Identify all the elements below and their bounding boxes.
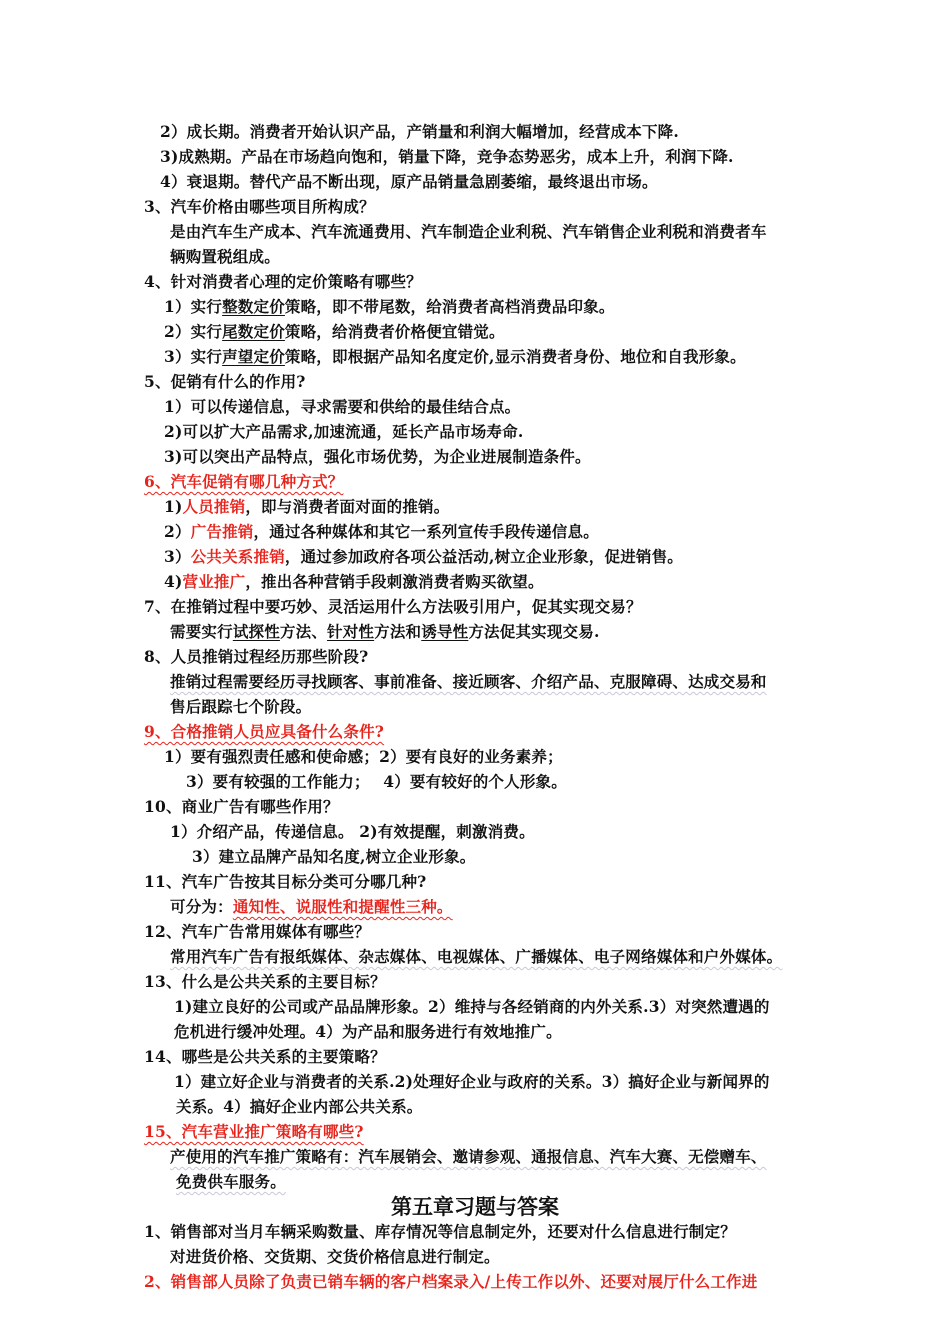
underlined-term: 尾数定价 [222, 322, 285, 341]
answer-line: 1)建立良好的公司或产品品牌形象。2）维持与各经销商的内外关系.3）对突然遭遇的 [174, 997, 770, 1016]
chapter5-question-2: 2、销售部人员除了负责已销车辆的客户档案录入/上传工作以外、还要对展厅什么工作进 [144, 1272, 758, 1291]
underlined-term: 针对性 [327, 622, 375, 641]
answer-line [164, 547, 683, 567]
text-run: 6、汽车促销有哪几种方式？ [144, 472, 344, 491]
answer-line: 对进货价格、交货期、交货价格信息进行制定。 [170, 1247, 500, 1266]
answer-line: 3)成熟期。产品在市场趋向饱和，销量下降，竞争态势恶劣，成本上升，利润下降. [160, 147, 734, 166]
question-4: 4、针对消费者心理的定价策略有哪些？ [144, 272, 422, 291]
answer-line: 辆购置税组成。 [170, 247, 280, 266]
answer-line [176, 1172, 286, 1192]
text-run: 1）实行 [164, 297, 223, 316]
answer-line [170, 947, 782, 967]
question-3: 3、汽车价格由哪些项目所构成？ [144, 197, 375, 216]
text-run: 4) [164, 572, 183, 591]
text-run: 策略，即根据产品知名度定价,显示消费者身份、地位和自我形象。 [284, 347, 746, 366]
underlined-term: 声望定价 [222, 347, 285, 366]
text-run: 15、汽车营业推广策略有哪些? [144, 1122, 364, 1141]
answer-line: 3）建立品牌产品知名度,树立企业形象。 [192, 847, 476, 866]
underlined-term: 试探性 [232, 622, 280, 641]
answer-line [170, 672, 767, 692]
answer-line: 危机进行缓冲处理。4）为产品和服务进行有效地推广。 [174, 1022, 562, 1041]
question-15 [144, 1122, 364, 1142]
text-run: 策略，即不带尾数，给消费者高档消费品印象。 [284, 297, 615, 316]
answer-line [170, 1147, 767, 1167]
highlight-term: 人员推销 [182, 497, 246, 516]
text-run: 免费供车服务。 [176, 1172, 286, 1191]
text-run: 需要实行 [170, 622, 233, 641]
question-7: 7、在推销过程中要巧妙、灵活运用什么方法吸引用户，促其实现交易？ [144, 597, 642, 616]
text-run: 推销过程需要经历寻找顾客、事前准备、接近顾客、介绍产品、克服障碍、达成交易和 [170, 672, 767, 691]
text-run: ，即与消费者面对面的推销。 [245, 497, 450, 516]
text-run: 3） [164, 547, 191, 566]
question-10: 10、商业广告有哪些作用？ [144, 797, 339, 816]
highlight-term: 广告推销 [190, 522, 254, 541]
answer-line [164, 297, 615, 317]
text-run: ，推出各种营销手段刺激消费者购买欲望。 [245, 572, 544, 591]
answer-line [164, 497, 449, 517]
question-13: 13、什么是公共关系的主要目标？ [144, 972, 386, 991]
question-9 [144, 722, 384, 742]
answer-line: 2)可以扩大产品需求,加速流通，延长产品市场寿命. [164, 422, 524, 441]
answer-line [164, 347, 746, 367]
question-12: 12、汽车广告常用媒体有哪些？ [144, 922, 371, 941]
text-run: 1) [164, 497, 183, 516]
answer-line: 1）可以传递信息，寻求需要和供给的最佳结合点。 [164, 397, 521, 416]
text-run: 3）实行 [164, 347, 223, 366]
answer-line [170, 897, 453, 917]
answer-line [170, 622, 600, 642]
underlined-term: 整数定价 [222, 297, 285, 316]
answer-line [164, 572, 544, 592]
answer-line [164, 322, 505, 342]
highlight-term: 营业推广 [182, 572, 246, 591]
text-run: 2） [164, 522, 191, 541]
question-6 [144, 472, 343, 492]
text-run: 策略，给消费者价格便宜错觉。 [284, 322, 505, 341]
text-run: ，通过各种媒体和其它一系列宣传手段传递信息。 [253, 522, 599, 541]
answer-line: 是由汽车生产成本、汽车流通费用、汽车制造企业利税、汽车销售企业利税和消费者车 [170, 222, 767, 241]
text-run: 方法、 [279, 622, 328, 641]
highlight-term: 公共关系推销 [190, 547, 285, 566]
question-8: 8、人员推销过程经历那些阶段? [144, 647, 369, 666]
chapter-title: 第五章习题与答案 [391, 1194, 559, 1219]
answer-line [164, 522, 599, 542]
text-run: 可分为： [170, 897, 233, 916]
question-11: 11、汽车广告按其目标分类可分哪几种? [144, 872, 427, 891]
text-run: 方法和 [374, 622, 422, 641]
highlight-term: 通知性、说服性和提醒性三种。 [232, 897, 453, 916]
text-run: ，通过参加政府各项公益活动,树立企业形象，促进销售。 [284, 547, 683, 566]
chapter5-question-1: 1、销售部对当月车辆采购数量、库存情况等信息制定外，还要对什么信息进行制定？ [144, 1222, 736, 1241]
answer-line: 1）建立好企业与消费者的关系.2)处理好企业与政府的关系。3）搞好企业与新闻界的 [174, 1072, 770, 1091]
answer-line: 关系。4）搞好企业内部公共关系。 [176, 1097, 423, 1116]
text-run: 2）实行 [164, 322, 223, 341]
text-run: 常用汽车广告有报纸媒体、杂志媒体、电视媒体、广播媒体、电子网络媒体和户外媒体。 [170, 947, 783, 966]
underlined-term: 诱导性 [421, 622, 469, 641]
answer-line: 3)可以突出产品特点，强化市场优势，为企业进展制造条件。 [164, 447, 591, 466]
answer-line: 2）成长期。消费者开始认识产品，产销量和利润大幅增加，经营成本下降. [160, 122, 679, 141]
answer-line: 3）要有较强的工作能力； 4）要有较好的个人形象。 [186, 772, 567, 791]
text-run: 9、合格推销人员应具备什么条件? [144, 722, 385, 741]
question-14: 14、哪些是公共关系的主要策略？ [144, 1047, 386, 1066]
answer-line: 售后跟踪七个阶段。 [170, 697, 312, 716]
text-run: 方法促其实现交易. [468, 622, 600, 641]
text-run: 产使用的汽车推广策略有：汽车展销会、邀请参观、通报信息、汽车大赛、无偿赠车、 [170, 1147, 767, 1166]
answer-line: 1）要有强烈责任感和使命感；2）要有良好的业务素养； [164, 747, 563, 766]
answer-line: 4）衰退期。替代产品不断出现，原产品销量急剧萎缩，最终退出市场。 [160, 172, 658, 191]
answer-line: 1）介绍产品，传递信息。 2)有效提醒，刺激消费。 [170, 822, 535, 841]
question-5: 5、促销有什么的作用? [144, 372, 306, 391]
